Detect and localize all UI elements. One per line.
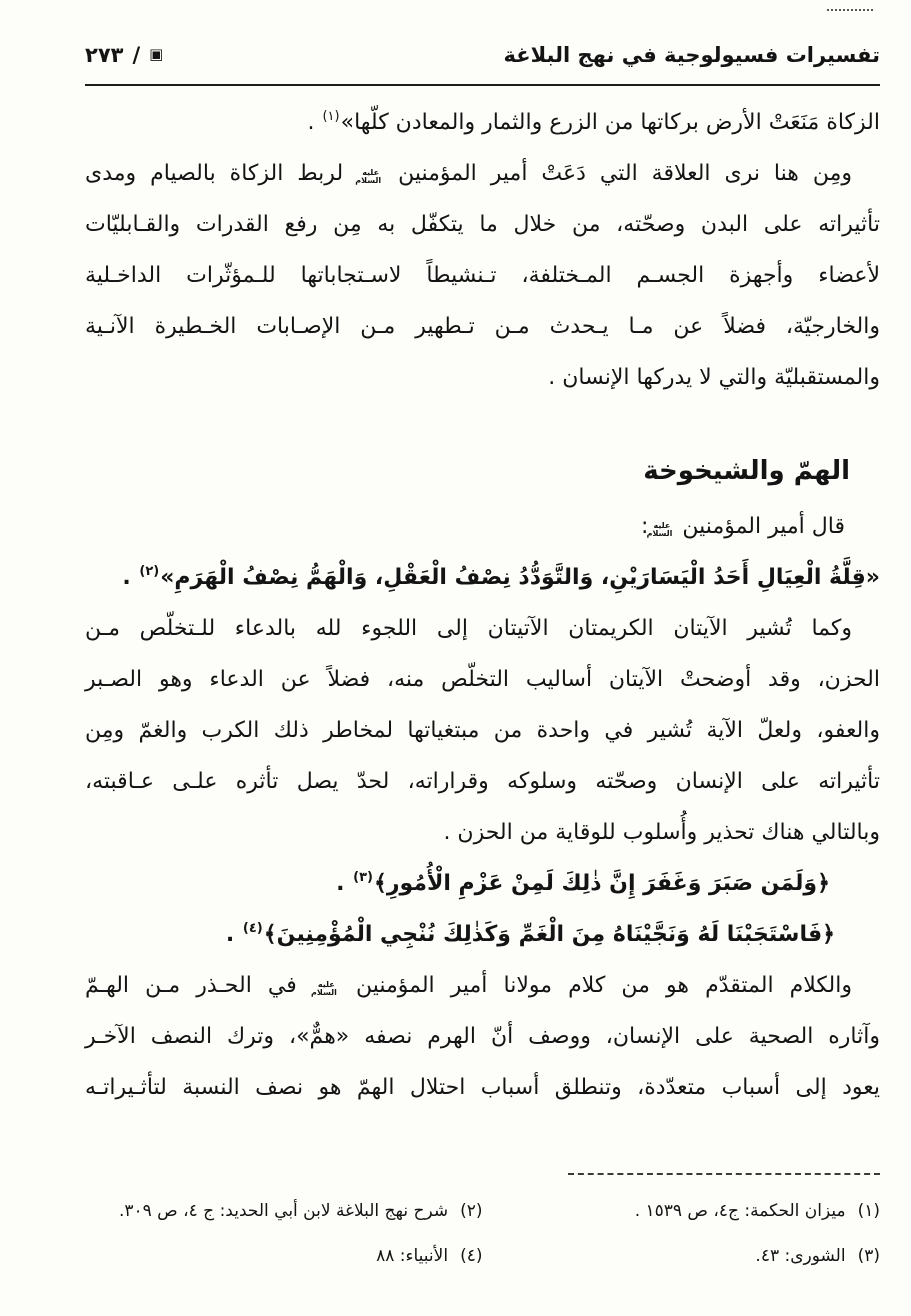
- text-segment: «قِلَّةُ الْعِيَالِ أَحَدُ الْيَسَارَيْنِ، وَالتَّوَدُّدُ نِصْفُ الْعَقْلِ، وَالْهَمُّ نِصْفُ الْهَرَمِ»: [160, 565, 880, 590]
- text-segment: وكما تُشير الآيتان الكريمتان الآتيتان إلى اللجوء لله بالدعاء للـتخلّص مـن: [85, 616, 852, 641]
- text-segment: وآثاره الصحية على الإنسان، ووصف أنّ الهرم نصفه «همٌّ»، وترك النصف الآخـر: [85, 1024, 880, 1049]
- footnote-grid: [85, 1199, 880, 1268]
- footnote-3: [483, 1244, 881, 1268]
- text-line: [85, 501, 880, 552]
- text-line: «قِلَّةُ الْعِيَالِ أَحَدُ الْيَسَارَيْنِ، وَالتَّوَدُّدُ نِصْفُ الْعَقْلِ، وَالْهَمُّ نِصْفُ الْهَرَمِ»(٢) .: [122, 564, 880, 590]
- text-line: [85, 807, 880, 858]
- footnote-separator: [568, 1173, 880, 1175]
- text-segment: ﴿فَاسْتَجَبْنَا لَهُ وَنَجَّيْنَاهُ مِنَ الْغَمِّ وَكَذٰلِكَ نُنْجِي الْمُؤْمِنِينَ﴾: [263, 922, 835, 947]
- text-segment: ﴿وَلَمَن صَبَرَ وَغَفَرَ إِنَّ ذٰلِكَ لَمِنْ عَزْمِ الْأُمُورِ﴾: [373, 871, 830, 896]
- text-segment: قال أمير المؤمنين: [675, 514, 845, 539]
- text-segment: .: [122, 565, 139, 590]
- text-line: [85, 705, 880, 756]
- footnotes-section: [85, 1173, 880, 1268]
- text-line: [85, 352, 880, 403]
- book-title: تفسيرات فسيولوجية في نهج البلاغة: [503, 43, 880, 67]
- text-segment: والعفو، ولعلّ الآية تُشير في واحدة من مبتغياتها لمخاطر ذلك الكرب والغمّ ومِن: [85, 718, 880, 743]
- footnote-text: ميزان الحكمة: ج٤، ص ١٥٣٩ .: [634, 1201, 846, 1221]
- honorific-symbol: عليه السلام: [311, 980, 337, 997]
- text-segment: والمستقبليّة والتي لا يدركها الإنسان .: [548, 365, 880, 390]
- text-line: [85, 603, 880, 654]
- honorific-symbol: عليه السلام: [355, 168, 382, 185]
- text-line: [85, 756, 880, 807]
- page-number-separator: /: [132, 43, 141, 67]
- header-rule: [85, 84, 880, 86]
- footnote-text: الشورى: ٤٣.: [755, 1246, 846, 1266]
- footnote-number: (٤): [460, 1246, 483, 1266]
- footnote-4: [85, 1244, 483, 1268]
- text-line: [85, 301, 880, 352]
- text-segment: .: [336, 871, 353, 896]
- text-line: ﴿وَلَمَن صَبَرَ وَغَفَرَ إِنَّ ذٰلِكَ لَمِنْ عَزْمِ الْأُمُورِ﴾(٣) .: [336, 870, 830, 896]
- honorific-symbol: عليه السلام: [646, 521, 673, 538]
- page-body-text: [85, 97, 880, 1113]
- footnote-number: (١): [857, 1201, 880, 1221]
- footnote-number: (٣): [857, 1246, 880, 1266]
- text-segment: والخارجيّة، فضلاً عن مـا يـحدث مـن تـطهير مـن الإصـابات الخـطيرة الآنـية: [85, 314, 880, 339]
- text-segment: تأثيراته على البدن وصحّته، من خلال ما يتكفّل به مِن رفع القدرات والقـابليّات: [85, 212, 880, 237]
- text-segment: وبالتالي هناك تحذير وأُسلوب للوقاية من الحزن .: [443, 820, 880, 845]
- page-header: [85, 40, 880, 70]
- text-segment: الزكاة مَنَعَتْ الأرض بركاتها من الزرع والثمار والمعادن كلّها»: [340, 110, 880, 135]
- text-segment: لربط الزكاة بالصيام ومدى: [85, 161, 358, 186]
- text-segment: في الحـذر مـن الهـمّ: [85, 973, 313, 998]
- text-line: الزكاة مَنَعَتْ الأرض بركاتها من الزرع والثمار والمعادن كلّها»(١) .: [307, 109, 880, 135]
- text-line: [85, 960, 880, 1011]
- text-line: [85, 148, 880, 199]
- text-segment: .: [225, 922, 242, 947]
- text-line: [85, 250, 880, 301]
- text-segment: ومِن هنا نرى العلاقة التي دَعَتْ أمير المؤمنين: [384, 161, 852, 186]
- text-segment: يعود إلى أسباب متعدّدة، وتنطلق أسباب احتلال الهمّ هو نصف النسبة لتأثـيراتـه: [85, 1075, 880, 1100]
- footnote-number: (٢): [460, 1201, 483, 1221]
- page-number-box: [85, 40, 163, 70]
- text-line: [85, 1011, 880, 1062]
- text-line: [85, 199, 880, 250]
- small-square-icon: ▣: [149, 45, 164, 63]
- text-segment: تأثيراته على الإنسان وصحّته وسلوكه وقراراته، لحدّ يصل تأثره علـى عـاقبته،: [85, 769, 880, 794]
- scan-artifact: [827, 9, 873, 11]
- text-line: [85, 1062, 880, 1113]
- footnote-2: [85, 1199, 483, 1223]
- section-heading: الهمّ والشيخوخة: [643, 456, 850, 486]
- text-segment: لأعضاء وأجهزة الجسـم المـختلفة، تـنشيطاً لاسـتجاباتها للـمؤثّرات الداخـلية: [85, 263, 880, 288]
- text-segment: :: [641, 514, 649, 539]
- text-line: [85, 654, 880, 705]
- footnote-text: شرح نهج البلاغة لابن أبي الحديد: ج ٤، ص ٣٠٩.: [118, 1201, 449, 1221]
- text-segment: .: [307, 110, 322, 135]
- text-line: ﴿فَاسْتَجَبْنَا لَهُ وَنَجَّيْنَاهُ مِنَ الْغَمِّ وَكَذٰلِكَ نُنْجِي الْمُؤْمِنِينَ﴾(٤) .: [225, 921, 835, 947]
- footnote-1: [483, 1199, 881, 1223]
- text-segment: والكلام المتقدّم هو من كلام مولانا أمير المؤمنين: [339, 973, 852, 998]
- text-segment: الحزن، وقد أوضحتْ الآيتان أساليب التخلّص منه، فضلاً عن الدعاء وهو الصـبر: [85, 667, 880, 692]
- page-number: ٢٧٣: [85, 43, 124, 67]
- footnote-text: الأنبياء: ٨٨: [376, 1246, 449, 1266]
